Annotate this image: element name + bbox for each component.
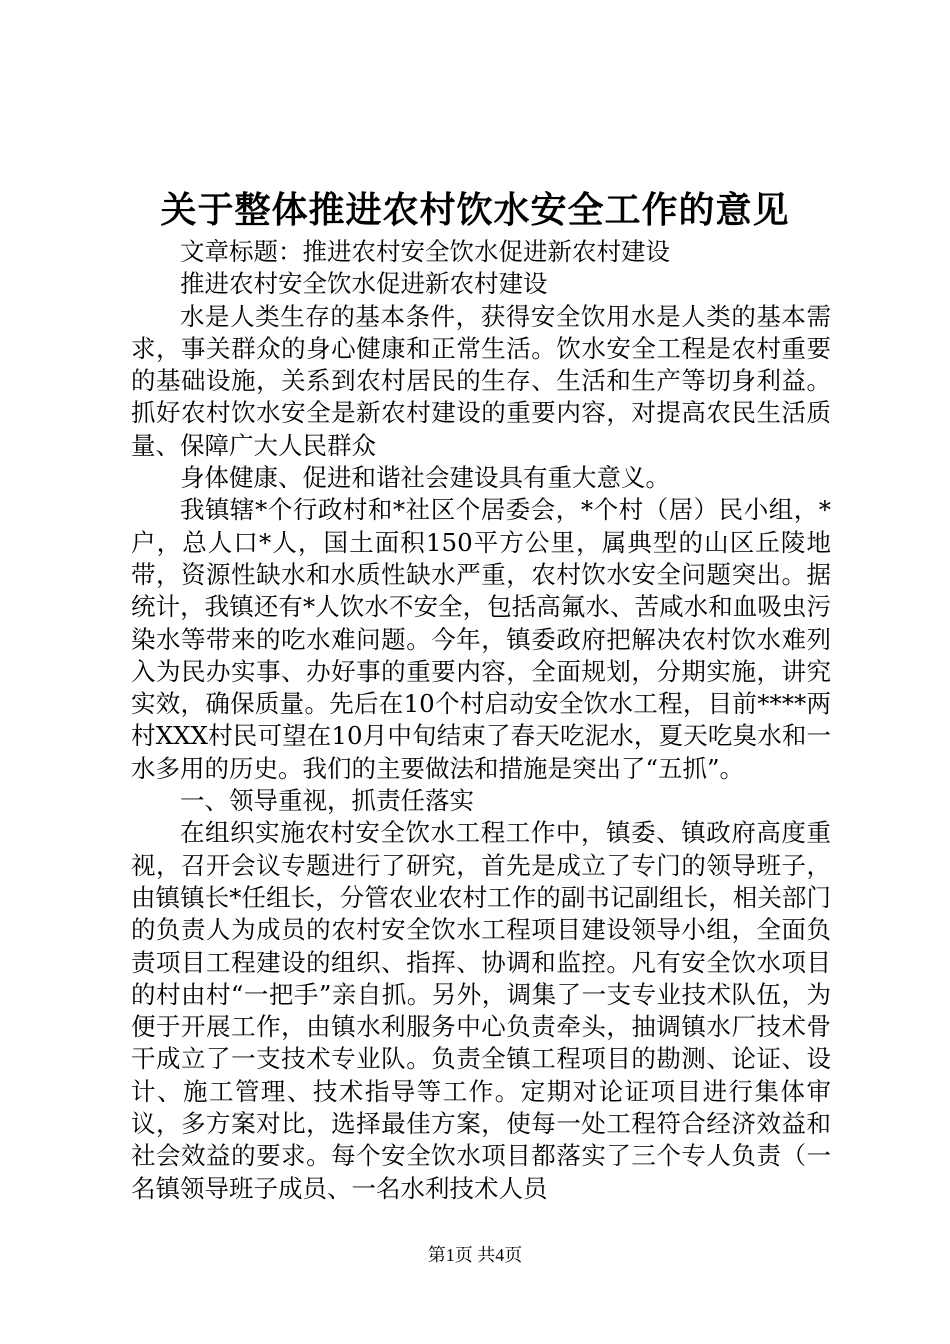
paragraph-intro: 水是人类生存的基本条件，获得安全饮用水是人类的基本需求，事关群众的身心健康和正常生活。饮水安全工程是农村重要的基础设施，关系到农村居民的生存、生活和生产等切身利益。抓好农村饮水安全是新农村建设的重要内容，对提高农民生活质量、保障广大人民群众 [131,301,831,460]
page-number: 第1页 共4页 [427,1245,523,1265]
paragraph-town-overview: 我镇辖*个行政村和*社区个居委会，*个村（居）民小组，*户，总人口*人，国土面积150平方公里，属典型的山区丘陵地带，资源性缺水和水质性缺水严重，农村饮水安全问题突出。据统计，我镇还有*人饮水不安全，包括高氟水、苦咸水和血吸虫污染水等带来的吃水难问题。今年，镇委政府把解决农村饮水难列入为民办实事、办好事的重要内容，全面规划，分期实施，讲究实效，确保质量。先后在10个村启动安全饮水工程，目前****两村XXX村民可望在10月中旬结束了春天吃泥水，夏天吃臭水和一水多用的历史。我们的主要做法和措施是突出了“五抓”。 [131,495,831,783]
paragraph-article-heading: 文章标题：推进农村安全饮水促进新农村建设 [180,237,670,266]
section-heading-leadership: 一、领导重视，抓责任落实 [180,786,474,816]
document-title: 关于整体推进农村饮水安全工作的意见 [160,189,790,231]
paragraph-subtitle: 推进农村安全饮水促进新农村建设 [180,269,548,299]
paragraph-intro-continued: 身体健康、促进和谐社会建设具有重大意义。 [180,463,670,493]
paragraph-leadership: 在组织实施农村安全饮水工程工作中，镇委、镇政府高度重视，召开会议专题进行了研究，首先是成立了专门的领导班子，由镇镇长*任组长，分管农业农村工作的副书记副组长，相关部门的负责人为成员的农村安全饮水工程项目建设领导小组，全面负责项目工程建设的组织、指挥、协调和监控。凡有安全饮水项目的村由村“一把手”亲自抓。另外，调集了一支专业技术队伍，为便于开展工作，由镇水利服务中心负责牵头，抽调镇水厂技术骨干成立了一支技术专业队。负责全镇工程项目的勘测、论证、设计、施工管理、技术指导等工作。定期对论证项目进行集体审议，多方案对比，选择最佳方案，使每一处工程符合经济效益和社会效益的要求。每个安全饮水项目都落实了三个专人负责（一名镇领导班子成员、一名水利技术人员 [131,818,831,1203]
document-body [131,236,831,1205]
